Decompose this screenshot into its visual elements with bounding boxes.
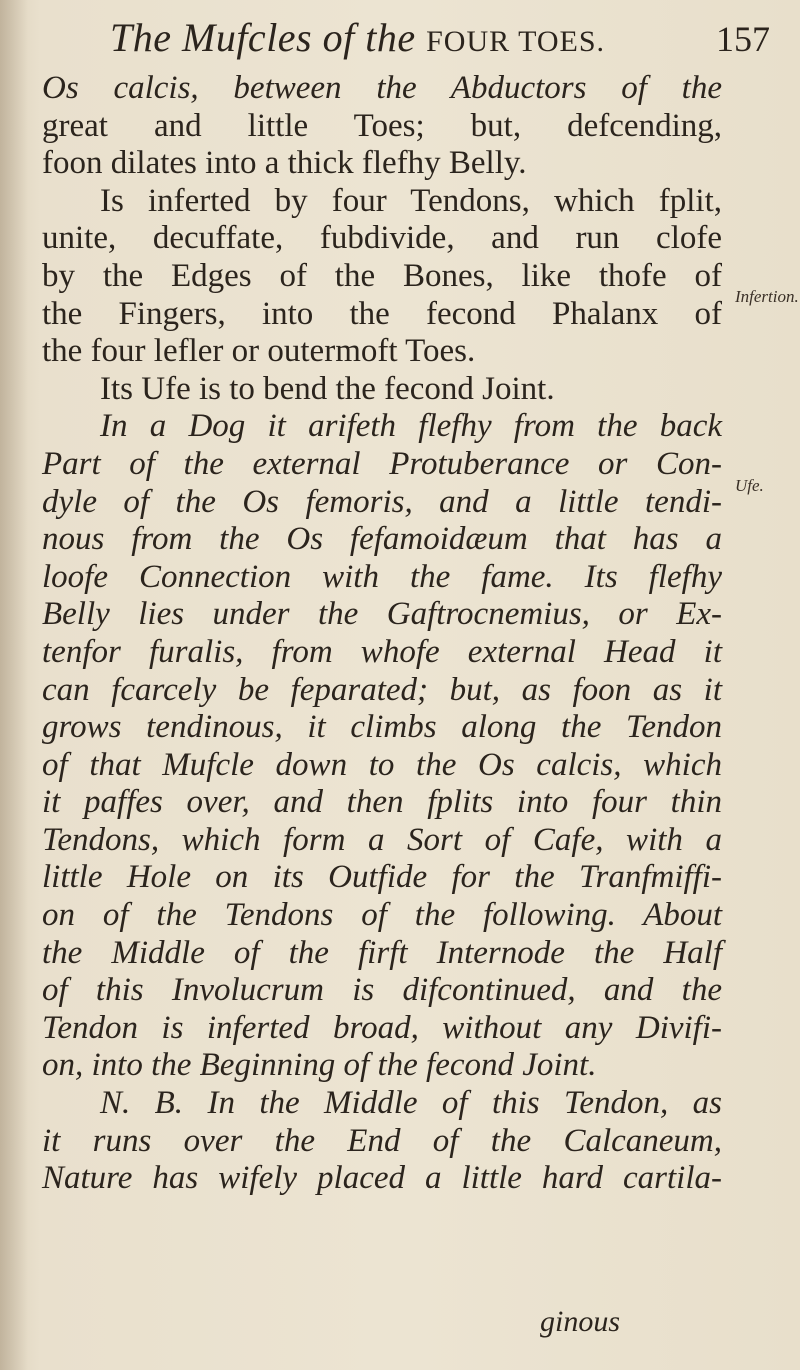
text-line-15: Belly lies under the Gaftrocnemius, or Ex- <box>42 596 722 633</box>
text-line-9: Its Ufe is to bend the fecond Joint. <box>100 370 555 407</box>
text-line-16: tenfor furalis, from whofe external Head it <box>42 633 722 670</box>
text-line-7: the Fingers, into the fecond Phalanx of <box>42 295 722 332</box>
text-line-27: on, into the Beginning of the fecond Joint. <box>42 1047 597 1084</box>
page-number: 157 <box>716 19 770 59</box>
text-line-6: by the Edges of the Bones, like thofe of <box>42 257 722 294</box>
body-text <box>42 70 722 1198</box>
header-title-caps: FOUR TOES. <box>426 25 606 58</box>
text-line-20: it paffes over, and then fplits into four thin <box>42 784 722 821</box>
text-line-28: N. B. In the Middle of this Tendon, as <box>100 1085 722 1122</box>
text-line-17: can fcarcely be feparated; but, as foon as it <box>42 671 722 708</box>
text-line-10: In a Dog it arifeth flefhy from the back <box>100 408 722 445</box>
margin-note-insertion: Infertion. <box>735 287 799 306</box>
text-line-23: on of the Tendons of the following. About <box>42 897 722 934</box>
text-line-26: Tendon is inferted broad, without any Divifi- <box>42 1009 722 1046</box>
text-line-25: of this Involucrum is difcontinued, and the <box>42 972 722 1009</box>
text-line-29: it runs over the End of the Calcaneum, <box>42 1122 722 1159</box>
header-title-italic: The Mufcles of the <box>110 15 416 60</box>
spine-shadow <box>0 0 28 1370</box>
running-header <box>110 14 770 60</box>
text-line-21: Tendons, which form a Sort of Cafe, with a <box>42 821 722 858</box>
text-line-24: the Middle of the firft Internode the Half <box>42 934 722 971</box>
text-line-18: grows tendinous, it climbs along the Tendon <box>42 709 722 746</box>
text-line-14: loofe Connection with the fame. Its flefhy <box>42 558 722 595</box>
text-line-5: unite, decuffate, fubdivide, and run clofe <box>42 220 722 257</box>
text-line-3: foon dilates into a thick flefhy Belly. <box>42 145 527 182</box>
text-line-12: dyle of the Os femoris, and a little tendi- <box>42 483 722 520</box>
text-line-13: nous from the Os fefamoidæum that has a <box>42 521 722 558</box>
text-line-22: little Hole on its Outfide for the Tranfmiffi- <box>42 859 722 896</box>
text-line-19: of that Mufcle down to the Os calcis, which <box>42 746 722 783</box>
text-line-11: Part of the external Protuberance or Con- <box>42 445 722 482</box>
text-line-1: Os calcis, between the Abductors of the <box>42 70 722 106</box>
text-line-30: Nature has wifely placed a little hard cartila- <box>42 1160 722 1197</box>
text-line-2: great and little Toes; but, defcending, <box>42 107 722 144</box>
margin-note-use: Ufe. <box>735 476 764 495</box>
text-line-8: the four lefler or outermoft Toes. <box>42 333 476 370</box>
text-line-4: Is inferted by four Tendons, which fplit, <box>100 182 722 219</box>
catchword: ginous <box>540 1305 621 1338</box>
header-title <box>110 14 605 61</box>
